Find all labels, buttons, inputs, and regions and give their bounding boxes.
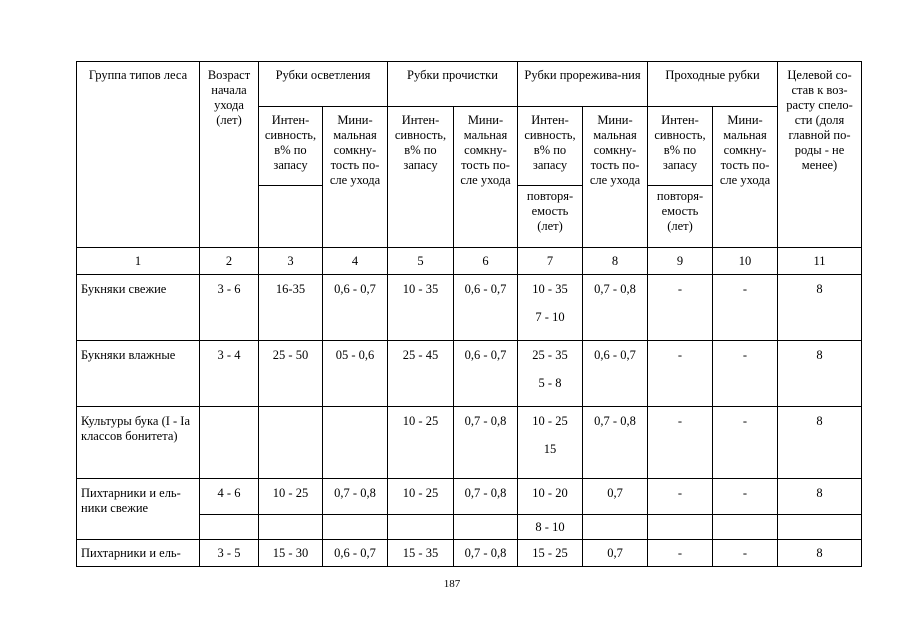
cell-prr-repeat-value: 5 - 8	[538, 376, 562, 390]
cell-pro-int: 10 - 25	[388, 479, 454, 515]
cell-prr-repeat: 8 - 10	[518, 515, 583, 540]
col-num: 10	[713, 248, 778, 275]
table-row	[77, 341, 862, 407]
cell-osv-min	[323, 407, 388, 479]
header-prohodnye: Проходные рубки	[648, 62, 778, 107]
cell-prr-min: 0,7	[583, 479, 648, 515]
table-row	[77, 479, 862, 515]
cell-pdr-min: -	[713, 341, 778, 407]
cell-pro-min: 0,6 - 0,7	[454, 341, 518, 407]
cell-group: Пихтарники и ель-	[77, 540, 200, 567]
header-osv-intensity: Интен-сивность, в% по запасу	[259, 107, 323, 186]
header-group: Группа типов леса	[77, 62, 200, 248]
cell-empty	[259, 515, 323, 540]
cell-empty	[778, 515, 862, 540]
cell-group: Букняки свежие	[77, 275, 200, 341]
cell-osv-min: 0,6 - 0,7	[323, 540, 388, 567]
cell-pdr-int: -	[648, 479, 713, 515]
cell-prr-int-value: 10 - 35	[532, 282, 568, 296]
header-osv-blank	[259, 186, 323, 248]
header-prr-repeat: повторя-емость (лет)	[518, 186, 583, 248]
cell-group: Букняки влажные	[77, 341, 200, 407]
header-osvetlenie: Рубки осветления	[259, 62, 388, 107]
header-prr-min-density: Мини-мальная сомкну-тость по-сле ухода	[583, 107, 648, 248]
cell-empty	[388, 515, 454, 540]
cell-age: 4 - 6	[200, 479, 259, 515]
table-row	[77, 407, 862, 479]
cell-pdr-min: -	[713, 479, 778, 515]
header-pdr-min-density: Мини-мальная сомкну-тость по-сле ухода	[713, 107, 778, 248]
cell-pdr-min: -	[713, 540, 778, 567]
cell-osv-min: 0,7 - 0,8	[323, 479, 388, 515]
col-num: 3	[259, 248, 323, 275]
header-pdr-repeat: повторя-емость (лет)	[648, 186, 713, 248]
cell-prr-int: 10 - 20	[518, 479, 583, 515]
col-num: 9	[648, 248, 713, 275]
cell-pro-int: 10 - 35	[388, 275, 454, 341]
cell-pro-min: 0,7 - 0,8	[454, 479, 518, 515]
cell-target: 8	[778, 479, 862, 515]
cell-pro-min: 0,7 - 0,8	[454, 407, 518, 479]
cell-empty	[583, 515, 648, 540]
cell-group: Пихтарники и ель-ники свежие	[77, 479, 200, 540]
header-pdr-intensity: Интен-сивность, в% по запасу	[648, 107, 713, 186]
cell-pro-int: 25 - 45	[388, 341, 454, 407]
cell-age: 3 - 4	[200, 341, 259, 407]
col-num: 4	[323, 248, 388, 275]
cell-osv-int: 15 - 30	[259, 540, 323, 567]
cell-target: 8	[778, 275, 862, 341]
col-num: 7	[518, 248, 583, 275]
cell-pro-min: 0,7 - 0,8	[454, 540, 518, 567]
header-row-groups	[77, 62, 862, 107]
col-num: 6	[454, 248, 518, 275]
cell-osv-min: 0,6 - 0,7	[323, 275, 388, 341]
cell-empty	[323, 515, 388, 540]
col-num: 11	[778, 248, 862, 275]
cell-prr-min: 0,6 - 0,7	[583, 341, 648, 407]
header-pro-min-density: Мини-мальная сомкну-тость по-сле ухода	[454, 107, 518, 248]
header-prorezhivanie: Рубки прорежива-ния	[518, 62, 648, 107]
page-number: 187	[443, 578, 461, 590]
cell-pdr-int: -	[648, 540, 713, 567]
col-num: 8	[583, 248, 648, 275]
header-prochistki: Рубки прочистки	[388, 62, 518, 107]
cell-prr-int	[518, 275, 583, 341]
column-number-row	[77, 248, 862, 275]
forest-care-table	[76, 61, 862, 567]
table-row	[77, 275, 862, 341]
cell-prr-repeat-value: 7 - 10	[535, 310, 565, 324]
cell-target: 8	[778, 407, 862, 479]
cell-age: 3 - 6	[200, 275, 259, 341]
cell-empty	[200, 515, 259, 540]
cell-prr-int	[518, 341, 583, 407]
col-num: 2	[200, 248, 259, 275]
cell-prr-int	[518, 407, 583, 479]
header-pro-intensity: Интен-сивность, в% по запасу	[388, 107, 454, 248]
cell-osv-min: 05 - 0,6	[323, 341, 388, 407]
cell-pdr-int: -	[648, 275, 713, 341]
cell-target: 8	[778, 540, 862, 567]
cell-empty	[648, 515, 713, 540]
cell-prr-int: 15 - 25	[518, 540, 583, 567]
cell-pro-min: 0,6 - 0,7	[454, 275, 518, 341]
header-prr-intensity: Интен-сивность, в% по запасу	[518, 107, 583, 186]
cell-pdr-min: -	[713, 275, 778, 341]
cell-age: 3 - 5	[200, 540, 259, 567]
cell-prr-min: 0,7	[583, 540, 648, 567]
cell-prr-repeat-value: 15	[543, 442, 557, 456]
cell-prr-int-value: 25 - 35	[532, 348, 568, 362]
col-num: 5	[388, 248, 454, 275]
cell-osv-int: 10 - 25	[259, 479, 323, 515]
cell-prr-min: 0,7 - 0,8	[583, 275, 648, 341]
cell-target: 8	[778, 341, 862, 407]
cell-pro-int: 15 - 35	[388, 540, 454, 567]
cell-pdr-min: -	[713, 407, 778, 479]
header-target: Целевой со-став к воз-расту спело-сти (доля главной по-роды - не менее)	[778, 62, 862, 248]
cell-osv-int	[259, 407, 323, 479]
header-osv-min-density: Мини-мальная сомкну-тость по-сле ухода	[323, 107, 388, 248]
cell-empty	[713, 515, 778, 540]
cell-prr-int-value: 10 - 25	[532, 414, 568, 428]
cell-group: Культуры бука (I - Ia классов бонитета)	[77, 407, 200, 479]
col-num: 1	[77, 248, 200, 275]
cell-pdr-int: -	[648, 341, 713, 407]
header-age: Возраст начала ухода (лет)	[200, 62, 259, 248]
cell-age	[200, 407, 259, 479]
cell-pro-int: 10 - 25	[388, 407, 454, 479]
cell-osv-int: 25 - 50	[259, 341, 323, 407]
cell-pdr-int: -	[648, 407, 713, 479]
cell-prr-min: 0,7 - 0,8	[583, 407, 648, 479]
table-row	[77, 540, 862, 567]
cell-empty	[454, 515, 518, 540]
cell-osv-int: 16-35	[259, 275, 323, 341]
